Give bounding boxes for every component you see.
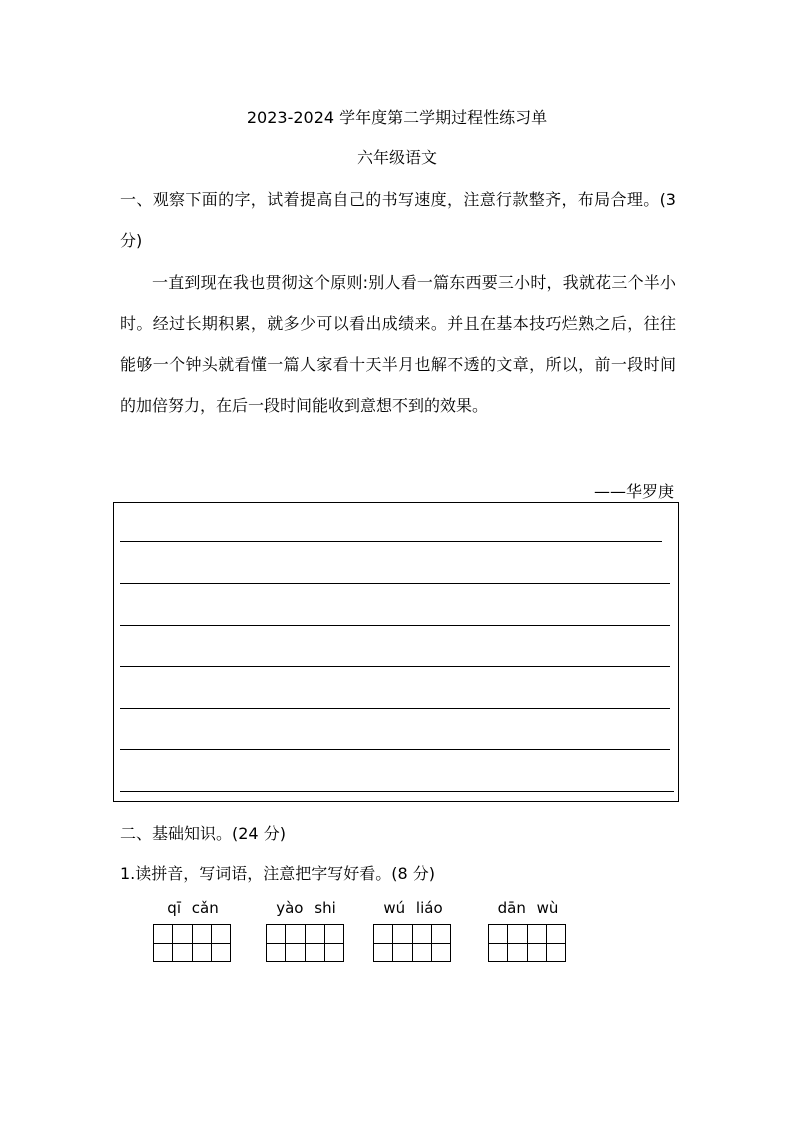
pinyin-label: wú liáo [383, 899, 443, 917]
section1-question: 一、观察下面的字，试着提高自己的书写速度，注意行款整齐，布局合理。(3 分) [120, 190, 676, 250]
writing-line [120, 541, 662, 542]
handwriting-box[interactable] [113, 502, 679, 802]
section2-heading: 二、基础知识。(24 分) [120, 824, 286, 843]
tianzige-grid[interactable] [488, 924, 566, 962]
passage-author: ——华罗庚 [593, 482, 674, 501]
pinyin-exercise-row [0, 897, 794, 977]
tianzige-grid[interactable] [373, 924, 451, 962]
tianzige-grid[interactable] [153, 924, 231, 962]
pinyin-label: yào shi [276, 899, 336, 917]
writing-line [120, 583, 670, 584]
writing-line [120, 749, 670, 750]
section2-question1: 1.读拼音，写词语，注意把字写好看。(8 分) [120, 864, 436, 883]
tianzige-grid[interactable] [266, 924, 344, 962]
writing-line [120, 708, 670, 709]
pinyin-label: dān wù [497, 899, 559, 917]
page-title: 2023-2024 学年度第二学期过程性练习单 [246, 108, 548, 127]
pinyin-label: qī cǎn [167, 899, 219, 917]
writing-line [120, 791, 674, 792]
section1-passage: 一直到现在我也贯彻这个原则:别人看一篇东西要三小时，我就花三个半小时。经过长期积累，就多少可以看出成绩来。并且在基本技巧烂熟之后，往往能够一个钟头就看懂一篇人家看十天半月也解不透的文章，所以，前一段时间的加倍努力，在后一段时间能收到意想不到的效果。 [120, 273, 676, 415]
writing-line [120, 666, 670, 667]
writing-line [120, 625, 670, 626]
page-subtitle: 六年级语文 [356, 148, 437, 167]
